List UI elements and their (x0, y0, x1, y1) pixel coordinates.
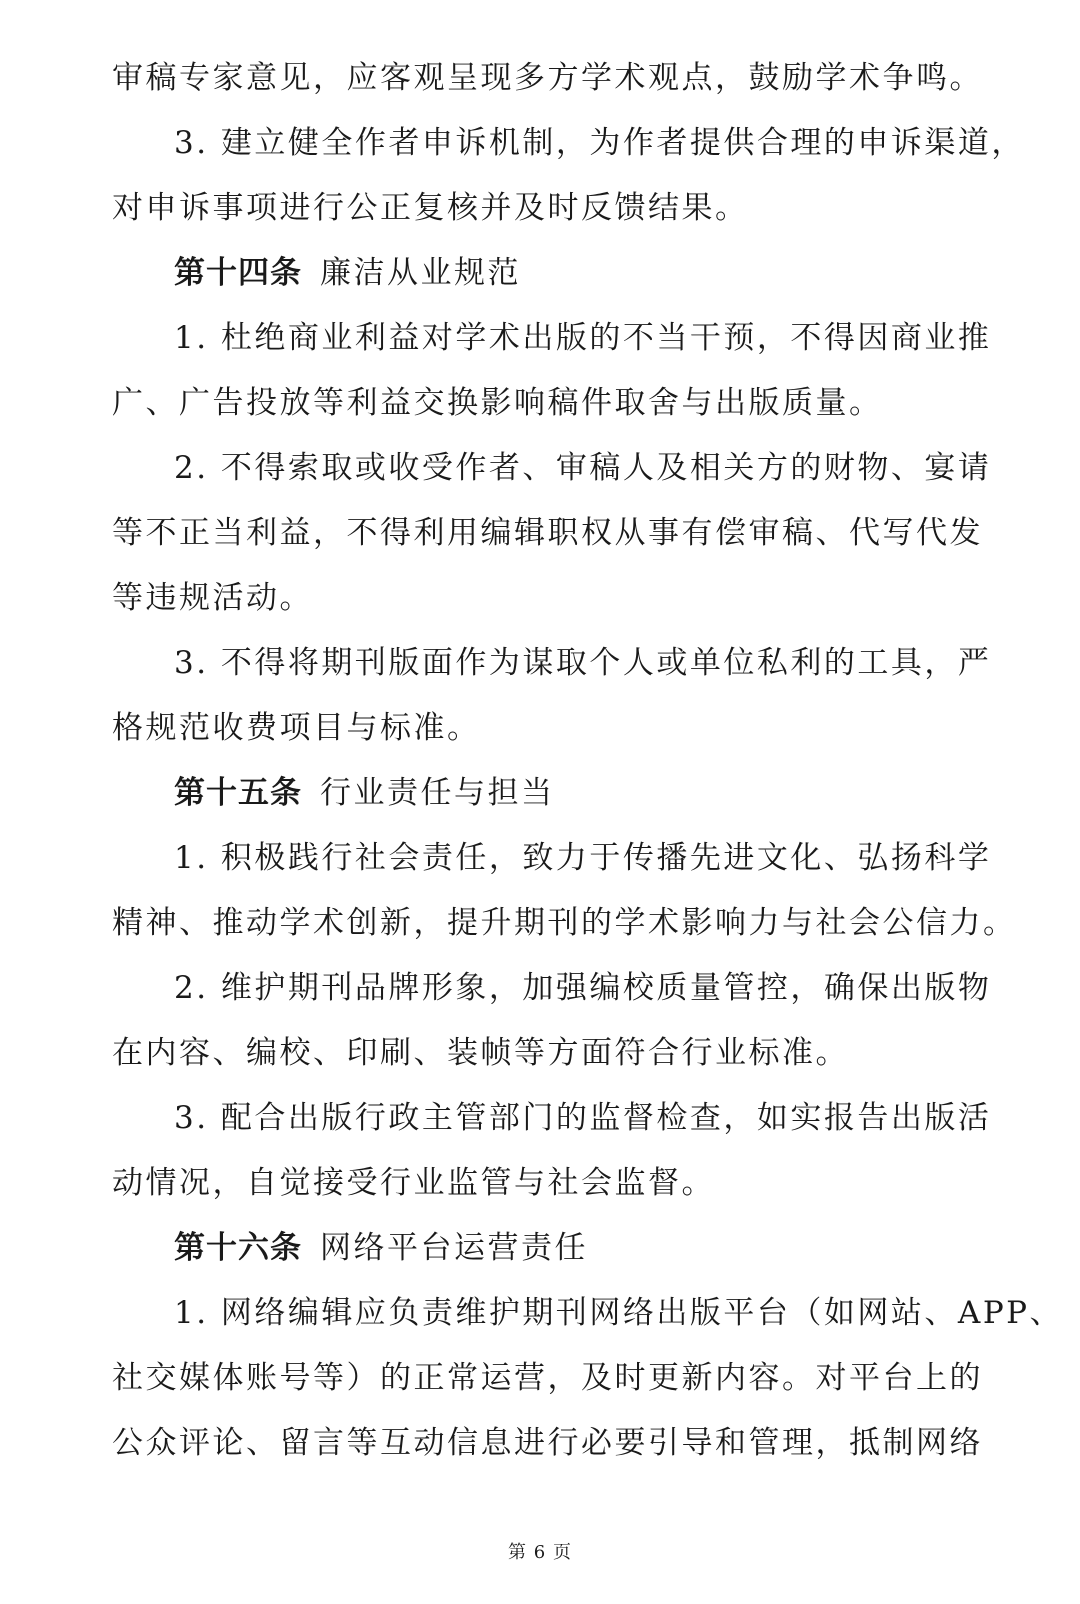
body-text-line: 等不正当利益，不得利用编辑职权从事有偿审稿、代写代发 (112, 515, 983, 551)
article-number: 第十四条 (174, 255, 302, 291)
body-text-line: 1. 积极践行社会责任，致力于传播先进文化、弘扬科学 (174, 840, 992, 876)
page-number-footer: 第 6 页 (508, 1542, 572, 1563)
body-text-line: 等违规活动。 (112, 580, 313, 616)
body-text-line: 在内容、编校、印刷、装帧等方面符合行业标准。 (112, 1035, 849, 1071)
body-text-line: 2. 维护期刊品牌形象，加强编校质量管控，确保出版物 (174, 970, 992, 1006)
body-text-line: 广、广告投放等利益交换影响稿件取舍与出版质量。 (112, 385, 883, 421)
body-text-line: 格规范收费项目与标准。 (112, 710, 481, 746)
body-text-line: 2. 不得索取或收受作者、审稿人及相关方的财物、宴请 (174, 450, 992, 486)
body-text-line: 动情况，自觉接受行业监管与社会监督。 (112, 1165, 715, 1201)
article-heading-14 (112, 241, 992, 306)
body-text-line: 精神、推动学术创新，提升期刊的学术影响力与社会公信力。 (112, 905, 1017, 941)
article-heading-15 (112, 761, 992, 826)
document-page (112, 46, 1064, 1476)
body-text-line: 公众评论、留言等互动信息进行必要引导和管理，抵制网络 (112, 1425, 983, 1461)
body-text-line: 1. 杜绝商业利益对学术出版的不当干预，不得因商业推 (174, 320, 992, 356)
body-text-line: 1. 网络编辑应负责维护期刊网络出版平台（如网站、APP、 (174, 1295, 1064, 1331)
article-number: 第十五条 (174, 775, 302, 811)
body-text-line: 审稿专家意见，应客观呈现多方学术观点，鼓励学术争鸣。 (112, 60, 983, 96)
article-heading-16 (112, 1216, 992, 1281)
body-text-line: 3. 不得将期刊版面作为谋取个人或单位私利的工具，严 (174, 645, 992, 681)
article-number: 第十六条 (174, 1230, 302, 1266)
body-text-line: 对申诉事项进行公正复核并及时反馈结果。 (112, 190, 749, 226)
body-text-line: 3. 配合出版行政主管部门的监督检查，如实报告出版活 (174, 1100, 992, 1136)
body-text-line: 社交媒体账号等）的正常运营，及时更新内容。对平台上的 (112, 1360, 983, 1396)
article-title: 行业责任与担当 (320, 775, 555, 811)
body-text-line: 3. 建立健全作者申诉机制，为作者提供合理的申诉渠道， (174, 125, 1025, 161)
article-title: 网络平台运营责任 (320, 1230, 588, 1266)
article-title: 廉洁从业规范 (320, 255, 521, 291)
